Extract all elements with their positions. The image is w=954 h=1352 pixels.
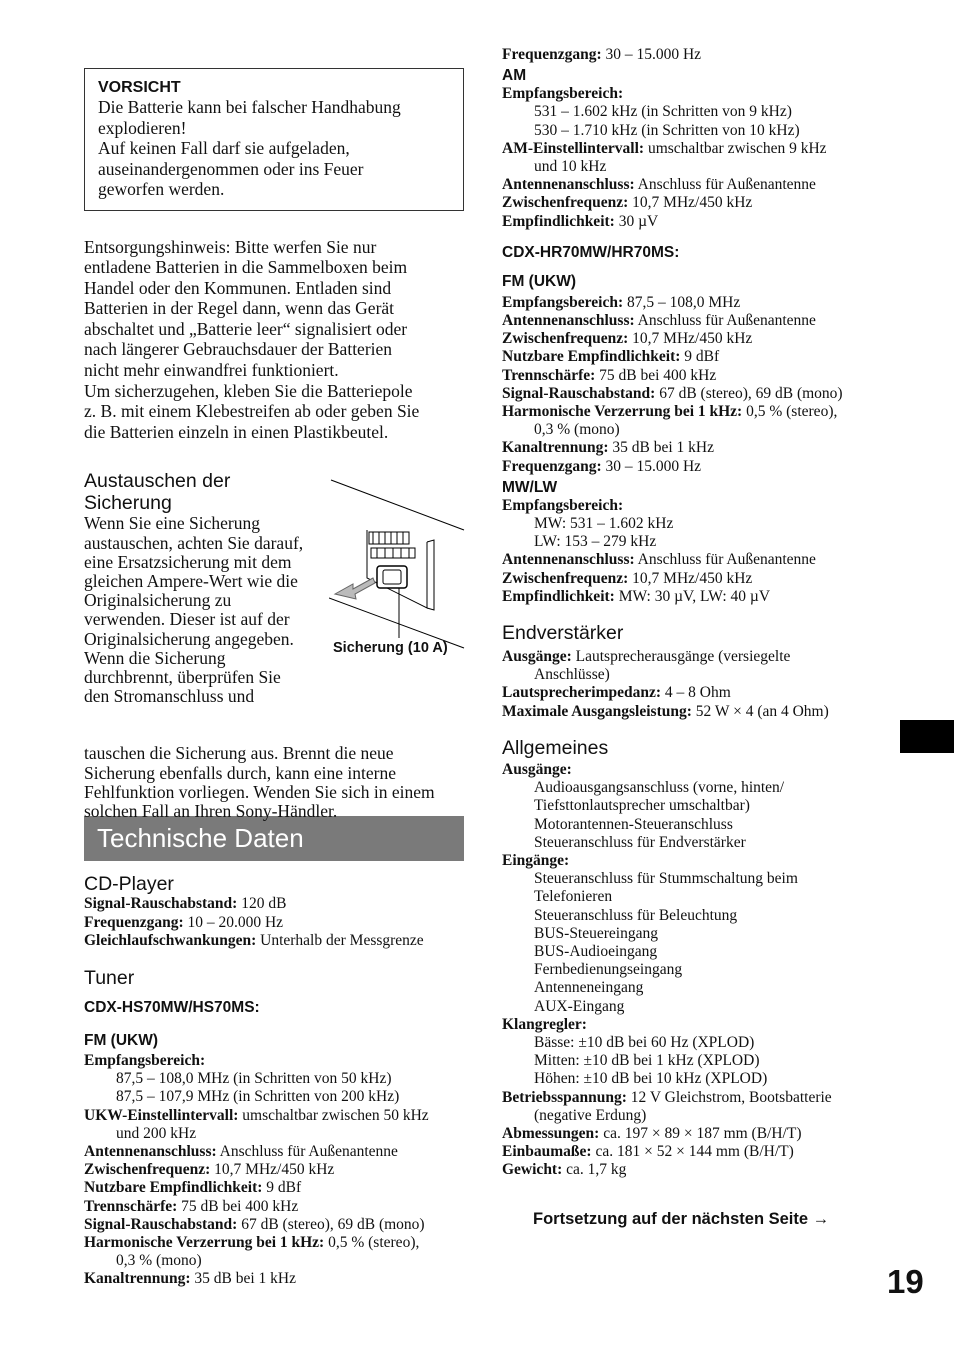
spec-key: Abmessungen: [502, 1124, 600, 1142]
continue-note [533, 1210, 829, 1229]
tuner-model-a: CDX-HS70MW/HS70MS: [84, 999, 260, 1017]
fuse-line: gleichen Ampere-Wert wie die [84, 571, 298, 592]
fm-heading-b: FM (UKW) [502, 272, 577, 290]
fuse-line: den Stromanschluss und [84, 686, 255, 707]
spec-key: Gleichlaufschwankungen: [84, 931, 257, 949]
spec-key: Signal-Rauschabstand: [502, 384, 656, 402]
fuse-heading-line: Sicherung [84, 492, 172, 515]
spec-value: 75 dB bei 400 kHz [595, 366, 717, 384]
fuse-line: Originalsicherung zu [84, 590, 232, 611]
spec-key: Empfindlichkeit: [502, 587, 615, 605]
spec-key: Lautsprecherimpedanz: [502, 684, 662, 702]
fuse-text-tail [84, 744, 464, 821]
caution-box [84, 68, 464, 211]
spec-key: Empfangsbereich: [502, 85, 624, 103]
spec-key: UKW-Einstellintervall: [84, 1106, 239, 1124]
disposal-line: Entsorgungshinweis: Bitte werfen Sie nur [84, 236, 377, 257]
spec-value: ca. 197 × 89 × 187 mm (B/H/T) [599, 1124, 802, 1142]
spec-key: Trennschärfe: [502, 366, 596, 384]
spec-key: Frequenzgang: [502, 457, 602, 475]
disposal-line: nicht mehr einwandfrei funktioniert. [84, 360, 339, 381]
cd-player-heading: CD-Player [84, 873, 174, 896]
spec-key: Antennenanschluss: [84, 1143, 217, 1161]
spec-key: Eingänge: [502, 851, 570, 869]
spec-value: 12 V Gleichstrom, Bootsbatterie [626, 1088, 832, 1106]
spec-key: Nutzbare Empfindlichkeit: [84, 1179, 263, 1197]
spec-key: Zwischenfrequenz: [502, 194, 629, 212]
fuse-section [84, 514, 464, 824]
spec-key: Harmonische Verzerrung bei 1 kHz: [502, 403, 743, 421]
spec-row [84, 932, 464, 950]
spec-key: Zwischenfrequenz: [502, 330, 629, 348]
fuse-line: solchen Fall an Ihren Sony-Händler. [84, 801, 338, 822]
spec-value: 0,3 % (mono) [116, 1252, 202, 1270]
disposal-note [84, 237, 464, 443]
spec-value: MW: 531 – 1.602 kHz [534, 515, 674, 533]
spec-value: Motorantennen-Steueranschluss [534, 815, 733, 833]
am-heading: AM [502, 67, 527, 85]
spec-key: Ausgänge: [502, 760, 572, 778]
fm-heading-a: FM (UKW) [84, 1032, 159, 1050]
fm-a-specs [84, 1052, 464, 1289]
spec-value: Steueranschluss für Beleuchtung [534, 906, 738, 924]
spec-value: Anschluss für Außenantenne [634, 176, 816, 194]
caution-line: Auf keinen Fall darf sie aufgeladen, [98, 138, 350, 158]
spec-key: Gewicht: [502, 1161, 563, 1179]
spec-value: 530 – 1.710 kHz (in Schritten von 10 kHz) [534, 121, 800, 139]
spec-value: MW: 30 µV, LW: 40 µV [614, 587, 771, 605]
disposal-line: abschaltet und „Batterie leer“ signalisiert oder [84, 318, 408, 339]
spec-value: und 10 kHz [534, 158, 607, 176]
disposal-line: entladene Batterien in die Sammelboxen beim [84, 257, 408, 278]
disposal-line: z. B. mit einem Klebestreifen ab oder geben Sie [84, 401, 420, 422]
mwlw-heading: MW/LW [502, 478, 558, 496]
general-heading: Allgemeines [502, 736, 609, 759]
spec-key: Empfangsbereich: [502, 293, 624, 311]
fuse-illustration [329, 470, 469, 650]
spec-key: Frequenzgang: [84, 913, 184, 931]
spec-value: 9 dBf [262, 1179, 302, 1197]
spec-value: LW: 153 – 279 kHz [534, 533, 657, 551]
spec-key: Klangregler: [502, 1015, 587, 1033]
spec-value: und 200 kHz [116, 1124, 197, 1142]
spec-value: 35 dB bei 1 kHz [190, 1270, 297, 1288]
spec-value: 87,5 – 108,0 MHz [623, 293, 741, 311]
spec-value: Bässe: ±10 dB bei 60 Hz (XPLOD) [534, 1033, 755, 1051]
spec-value: Anschluss für Außenantenne [216, 1143, 398, 1161]
fuse-line: Wenn Sie eine Sicherung [84, 513, 260, 534]
fuse-line: tauschen die Sicherung aus. Brennt die neue [84, 743, 394, 764]
disposal-line: Batterien in der Regel dann, wenn das Gerät [84, 298, 395, 319]
spec-key: Empfangsbereich: [84, 1052, 206, 1070]
spec-value: Lautsprecherausgänge (versiegelte [571, 648, 791, 666]
spec-key: Zwischenfrequenz: [502, 569, 629, 587]
spec-value: Anschluss für Außenantenne [634, 312, 816, 330]
right-column [502, 46, 894, 1180]
amplifier-specs [502, 648, 894, 721]
spec-value: 35 dB bei 1 kHz [608, 439, 715, 457]
caution-line: auseinandergenommen oder ins Feuer [98, 158, 364, 179]
fuse-line: eine Ersatzsicherung mit dem [84, 551, 292, 572]
spec-value: Antenneneingang [534, 979, 644, 997]
caution-line: geworfen werden. [98, 179, 225, 199]
spec-value: Audioausgangsanschluss (vorne, hinten/ [534, 779, 785, 797]
fuse-line: durchbrennt, überprüfen Sie [84, 667, 281, 688]
general-specs [502, 761, 894, 1180]
fm-b-specs [502, 294, 894, 476]
fuse-line: Originalsicherung angegeben. [84, 628, 294, 649]
spec-value: 67 dB (stereo), 69 dB (mono) [237, 1215, 425, 1233]
tuner-heading: Tuner [84, 967, 135, 990]
spec-value: 4 – 8 Ohm [661, 684, 731, 702]
spec-key: Betriebsspannung: [502, 1088, 627, 1106]
spec-value: AUX-Eingang [534, 997, 625, 1015]
spec-key: Empfangsbereich: [502, 496, 624, 514]
spec-key: Antennenanschluss: [502, 312, 635, 330]
page-number: 19 [887, 1263, 924, 1300]
left-column [84, 68, 464, 1289]
spec-key: Trennschärfe: [84, 1197, 178, 1215]
spec-value: 87,5 – 107,9 MHz (in Schritten von 200 kHz) [116, 1088, 400, 1106]
spec-value: BUS-Audioeingang [534, 942, 658, 960]
thumb-index-tab [900, 720, 954, 753]
spec-value: 52 W × 4 (an 4 Ohm) [691, 702, 829, 720]
spec-value: Tiefsttonlautsprecher umschaltbar) [534, 797, 750, 815]
spec-key: Kanaltrennung: [84, 1270, 191, 1288]
fuse-text [84, 514, 316, 706]
spec-value: 10,7 MHz/450 kHz [628, 194, 753, 212]
spec-key: Antennenanschluss: [502, 551, 635, 569]
disposal-line: Um sicherzugehen, kleben Sie die Batteriepole [84, 380, 413, 401]
spec-value: Anschlüsse) [534, 666, 610, 684]
caution-title: VORSICHT [98, 79, 181, 96]
spec-key: Zwischenfrequenz: [84, 1161, 211, 1179]
caution-line: Die Batterie kann bei falscher Handhabung [98, 97, 401, 117]
spec-value: Fernbedienungseingang [534, 961, 683, 979]
spec-value: 87,5 – 108,0 MHz (in Schritten von 50 kHz) [116, 1070, 392, 1088]
spec-key: Antennenanschluss: [502, 176, 635, 194]
spec-value: umschaltbar zwischen 50 kHz [238, 1106, 429, 1124]
spec-value: 9 dBf [680, 348, 720, 366]
spec-value: 30 µV [614, 212, 659, 230]
arrow-right-icon: → [812, 1210, 830, 1228]
fm-a-specs-cont [502, 46, 894, 64]
spec-key: Frequenzgang: [502, 46, 602, 63]
mwlw-specs [502, 497, 894, 606]
continue-text: Fortsetzung auf der nächsten Seite [533, 1210, 809, 1228]
spec-value: 10,7 MHz/450 kHz [628, 569, 753, 587]
tuner-model-b: CDX-HR70MW/HR70MS: [502, 243, 680, 261]
spec-value: Telefonieren [534, 888, 613, 906]
disposal-line: die Batterien einzeln in einen Plastikbeutel. [84, 421, 389, 442]
spec-key: Nutzbare Empfindlichkeit: [502, 348, 681, 366]
disposal-line: nach längerer Gebrauchsdauer der Batterien [84, 339, 393, 360]
spec-value: umschaltbar zwischen 9 kHz [644, 139, 827, 157]
spec-key: Maximale Ausgangsleistung: [502, 702, 692, 720]
fuse-line: Sicherung ebenfalls durch, kann eine interne [84, 762, 396, 783]
spec-value: ca. 1,7 kg [562, 1161, 627, 1179]
spec-value: 120 dB [237, 895, 287, 913]
section-title: Technische Daten [84, 816, 464, 861]
spec-value: 30 – 15.000 Hz [601, 46, 702, 63]
spec-key: Empfindlichkeit: [502, 212, 615, 230]
spec-value: 0,5 % (stereo), [324, 1234, 420, 1252]
spec-key: Signal-Rauschabstand: [84, 1215, 238, 1233]
disposal-line: Handel oder den Kommunen. Entladen sind [84, 277, 392, 298]
spec-value: 75 dB bei 400 kHz [177, 1197, 299, 1215]
spec-key: Kanaltrennung: [502, 439, 609, 457]
spec-value: 0,3 % (mono) [534, 421, 620, 439]
spec-key: Signal-Rauschabstand: [84, 895, 238, 913]
spec-key: Ausgänge: [502, 648, 572, 666]
fuse-caption: Sicherung (10 A) [333, 640, 448, 657]
spec-value: Steueranschluss für Endverstärker [534, 833, 746, 851]
spec-value: 0,5 % (stereo), [742, 403, 838, 421]
spec-row [84, 895, 464, 913]
fuse-line: austauschen, achten Sie darauf, [84, 532, 304, 553]
spec-value: 10,7 MHz/450 kHz [628, 330, 753, 348]
spec-value: 30 – 15.000 Hz [601, 457, 702, 475]
am-specs [502, 85, 894, 231]
caution-line: explodieren! [98, 117, 187, 138]
amplifier-heading: Endverstärker [502, 622, 624, 645]
spec-row [84, 914, 464, 932]
cd-player-specs [84, 895, 464, 950]
fuse-heading-line: Austauschen der [84, 470, 231, 493]
spec-value: Steueranschluss für Stummschaltung beim [534, 870, 798, 888]
spec-value: 10,7 MHz/450 kHz [210, 1161, 335, 1179]
spec-value: 531 – 1.602 kHz (in Schritten von 9 kHz) [534, 103, 792, 121]
spec-value: Unterhalb der Messgrenze [256, 931, 424, 949]
spec-key: AM-Einstellintervall: [502, 139, 645, 157]
fuse-line: Fehlfunktion vorliegen. Wenden Sie sich in einem [84, 781, 435, 802]
spec-value: Anschluss für Außenantenne [634, 551, 816, 569]
fuse-line: verwenden. Dieser ist auf der [84, 609, 290, 630]
fuse-line: Wenn die Sicherung [84, 647, 226, 668]
spec-key: Einbaumaße: [502, 1143, 592, 1161]
spec-value: Mitten: ±10 dB bei 1 kHz (XPLOD) [534, 1052, 760, 1070]
spec-value: 10 – 20.000 Hz [183, 913, 284, 931]
spec-value: 67 dB (stereo), 69 dB (mono) [655, 384, 843, 402]
spec-key: Harmonische Verzerrung bei 1 kHz: [84, 1234, 325, 1252]
spec-value: ca. 181 × 52 × 144 mm (B/H/T) [591, 1143, 794, 1161]
spec-value: BUS-Steuereingang [534, 924, 658, 942]
spec-value: (negative Erdung) [534, 1106, 647, 1124]
spec-value: Höhen: ±10 dB bei 10 kHz (XPLOD) [534, 1070, 768, 1088]
